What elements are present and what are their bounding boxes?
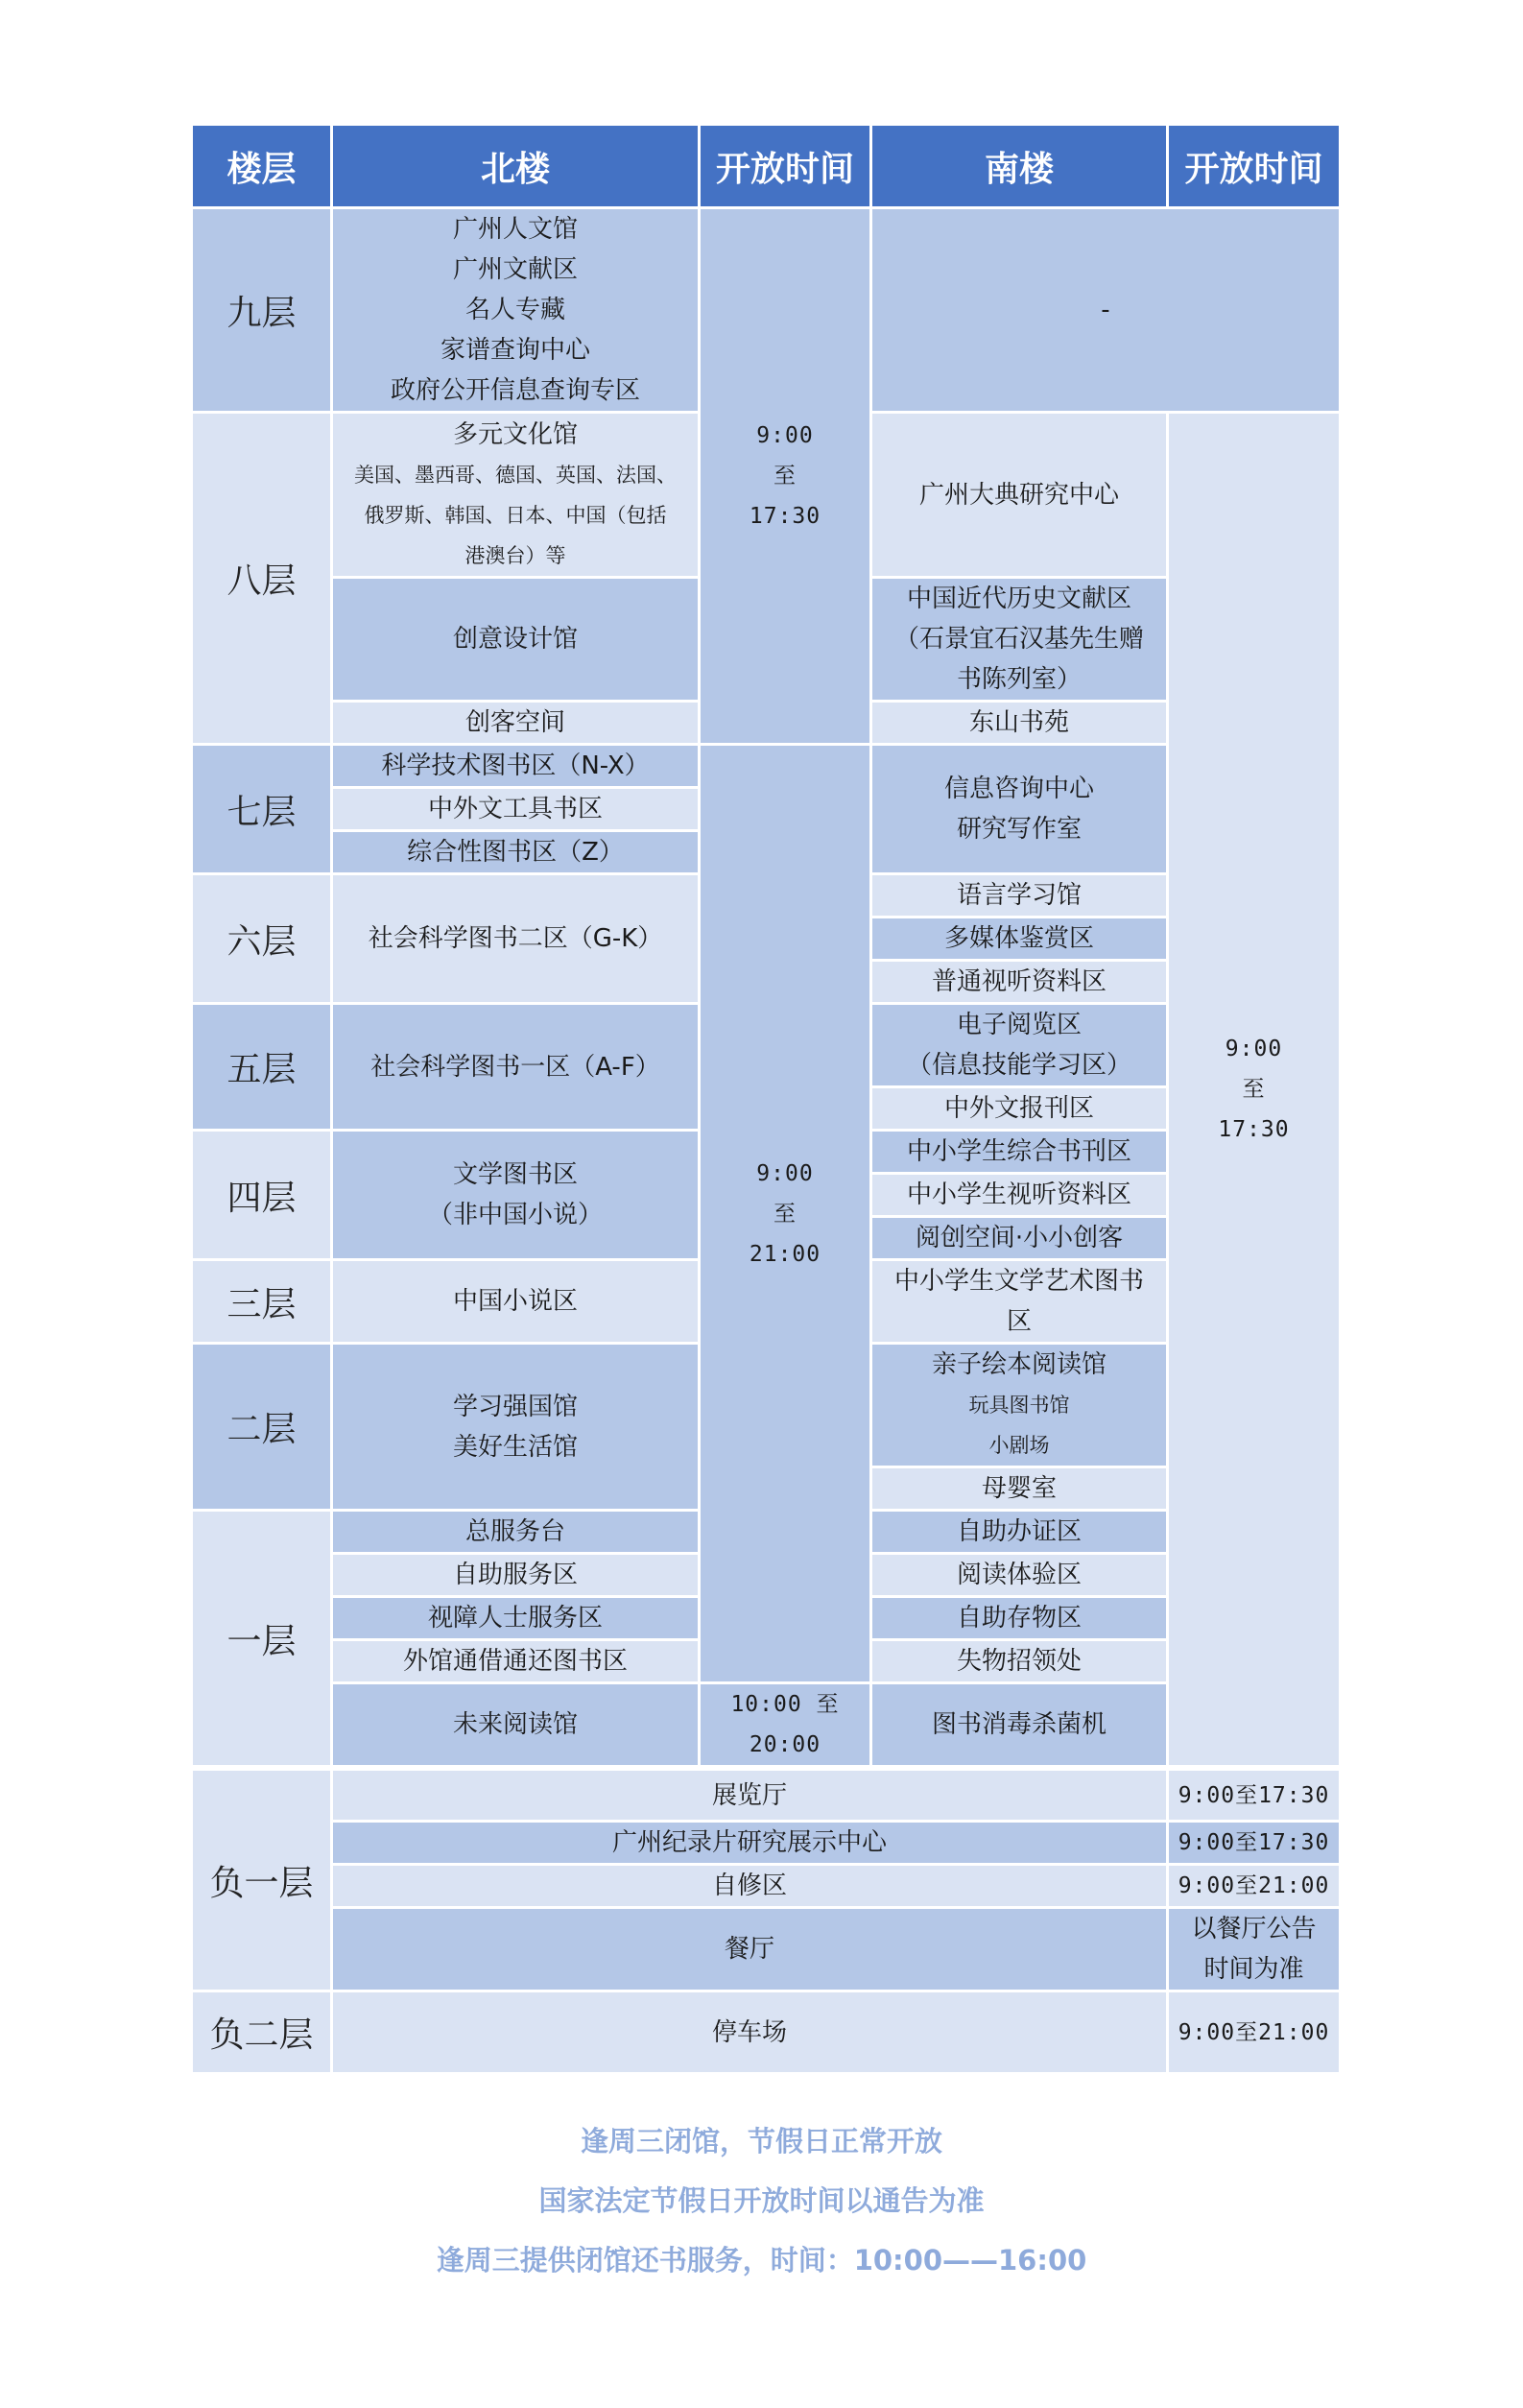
floor-label-3: 三层 — [192, 1260, 332, 1344]
north-cell-9 — [332, 208, 700, 413]
south-area: 区 — [1006, 1307, 1032, 1336]
south-modern-history — [871, 578, 1168, 702]
header-south-hours: 开放时间 — [1168, 125, 1341, 208]
north-maker-space: 创客空间 — [332, 702, 700, 745]
south-area: 电子阅览区 — [956, 1011, 1082, 1039]
south-area: 语言学习馆 — [871, 874, 1168, 918]
north-area-desc: 俄罗斯、韩国、日本、中国（包括 — [364, 503, 667, 527]
north-area: 广州人文馆 — [452, 215, 578, 244]
hours-line: 至 — [773, 464, 797, 489]
hours-line: 17:30 — [749, 504, 821, 529]
north-multicultural — [332, 413, 700, 578]
hours-line: 9:00 — [756, 1160, 814, 1186]
floor-label-b1: 负一层 — [192, 1770, 332, 1991]
south-hours-main — [1168, 413, 1341, 1767]
hours-line: 20:00 — [749, 1732, 821, 1757]
north-area: 视障人士服务区 — [332, 1597, 700, 1640]
north-area: 总服务台 — [332, 1511, 700, 1554]
note-line: 逢周三提供闭馆还书服务，时间：10:00——16:00 — [436, 2244, 1087, 2277]
hours-line: 10:00 至 — [730, 1692, 840, 1717]
basement-area: 展览厅 — [332, 1770, 1168, 1822]
floor-label-7: 七层 — [192, 745, 332, 874]
south-area: 普通视听资料区 — [871, 961, 1168, 1004]
south-dadian-center: 广州大典研究中心 — [871, 413, 1168, 578]
north-area: 外馆通借通还图书区 — [332, 1640, 700, 1683]
north-area: 自助服务区 — [332, 1554, 700, 1597]
north-creative-design: 创意设计馆 — [332, 578, 700, 702]
note-line: 国家法定节假日开放时间以通告为准 — [538, 2184, 985, 2217]
south-area: 中小学生文学艺术图书 — [893, 1267, 1144, 1296]
south-area: 阅创空间·小小创客 — [871, 1217, 1168, 1260]
hours-line: 时间为准 — [1203, 1955, 1304, 1984]
north-area: 名人专藏 — [464, 296, 565, 324]
north-area: 中国小说区 — [332, 1260, 700, 1344]
south-e-reading — [871, 1004, 1168, 1087]
south-area: 多媒体鉴赏区 — [871, 918, 1168, 961]
south-dongshan: 东山书苑 — [871, 702, 1168, 745]
basement-area: 停车场 — [332, 1991, 1168, 2074]
opening-hours-table — [190, 123, 1342, 1768]
hours-line: 至 — [773, 1201, 797, 1227]
basement-hours: 9:00至21:00 — [1168, 1991, 1341, 2074]
hours-line: 以餐厅公告 — [1191, 1915, 1317, 1943]
header-south: 南楼 — [871, 125, 1168, 208]
south-cell-9: - — [871, 208, 1341, 413]
south-area: 图书消毒杀菌机 — [871, 1683, 1168, 1767]
header-north: 北楼 — [332, 125, 700, 208]
north-hours-main — [700, 745, 871, 1683]
header-north-hours: 开放时间 — [700, 125, 871, 208]
basement-hours: 9:00至21:00 — [1168, 1865, 1341, 1908]
hours-line: 9:00 — [756, 423, 814, 448]
south-area: 信息咨询中心 — [943, 775, 1094, 803]
basement-hours: 9:00至17:30 — [1168, 1770, 1341, 1822]
header-floor: 楼层 — [192, 125, 332, 208]
basement-area: 广州纪录片研究展示中心 — [332, 1822, 1168, 1865]
north-area: 家谱查询中心 — [440, 336, 590, 365]
floor-label-2: 二层 — [192, 1344, 332, 1511]
south-area: 中小学生综合书刊区 — [871, 1131, 1168, 1174]
south-kids-literature — [871, 1260, 1168, 1344]
floor-label-5: 五层 — [192, 1004, 332, 1131]
note-line: 逢周三闭馆，节假日正常开放 — [580, 2125, 942, 2158]
hours-line: 至 — [1242, 1077, 1266, 1102]
footer-notes — [0, 2111, 1523, 2290]
north-future-reading: 未来阅读馆 — [332, 1683, 700, 1767]
floor-label-1: 一层 — [192, 1511, 332, 1767]
floor-label-9: 九层 — [192, 208, 332, 413]
north-area: 多元文化馆 — [452, 419, 578, 449]
south-area: 母婴室 — [871, 1467, 1168, 1511]
basement-area: 自修区 — [332, 1865, 1168, 1908]
south-area: 阅读体验区 — [871, 1554, 1168, 1597]
north-future-hours — [700, 1683, 871, 1767]
north-literature — [332, 1131, 700, 1260]
north-area: （非中国小说） — [427, 1201, 603, 1229]
basement-table — [190, 1768, 1342, 2075]
south-area: 中小学生视听资料区 — [871, 1174, 1168, 1217]
hours-line: 21:00 — [749, 1241, 821, 1267]
south-area: 中国近代历史文献区 — [906, 584, 1131, 613]
basement-hours — [1168, 1908, 1341, 1991]
south-area: 失物招领处 — [871, 1640, 1168, 1683]
south-area: 自助办证区 — [871, 1511, 1168, 1554]
south-info-center — [871, 745, 1168, 874]
north-area: 文学图书区 — [452, 1160, 578, 1189]
north-area: 学习强国馆 — [452, 1392, 578, 1421]
north-area: 政府公开信息查询专区 — [390, 376, 640, 405]
floor-label-8: 八层 — [192, 413, 332, 745]
floor-label-4: 四层 — [192, 1131, 332, 1260]
south-area: （信息技能学习区） — [906, 1051, 1131, 1080]
basement-area: 餐厅 — [332, 1908, 1168, 1991]
floor-label-6: 六层 — [192, 874, 332, 1004]
north-area-desc: 港澳台）等 — [464, 543, 566, 567]
north-study — [332, 1344, 700, 1511]
basement-hours: 9:00至17:30 — [1168, 1822, 1341, 1865]
south-area-sub: 小剧场 — [988, 1434, 1050, 1457]
south-area: （石景宜石汉基先生赠 — [893, 625, 1144, 654]
hours-line: 9:00 — [1225, 1037, 1283, 1061]
hours-line: 17:30 — [1218, 1117, 1290, 1142]
north-area: 社会科学图书二区（G-K） — [332, 874, 700, 1004]
south-area: 自助存物区 — [871, 1597, 1168, 1640]
floor-label-b2: 负二层 — [192, 1991, 332, 2074]
north-area-desc: 美国、墨西哥、德国、英国、法国、 — [354, 463, 677, 487]
south-area: 中外文报刊区 — [871, 1087, 1168, 1131]
south-area: 书陈列室） — [956, 665, 1082, 694]
north-area: 综合性图书区（Z） — [332, 831, 700, 874]
north-hours-9-8 — [700, 208, 871, 745]
north-area: 科学技术图书区（N-X） — [332, 745, 700, 788]
north-area: 广州文献区 — [452, 255, 578, 284]
north-area: 中外文工具书区 — [332, 788, 700, 831]
north-area: 社会科学图书一区（A-F） — [332, 1004, 700, 1131]
south-area: 亲子绘本阅读馆 — [931, 1350, 1107, 1379]
south-area: 研究写作室 — [956, 815, 1082, 844]
south-area-sub: 玩具图书馆 — [968, 1394, 1070, 1417]
south-picture-book — [871, 1344, 1168, 1467]
north-area: 美好生活馆 — [452, 1432, 578, 1462]
